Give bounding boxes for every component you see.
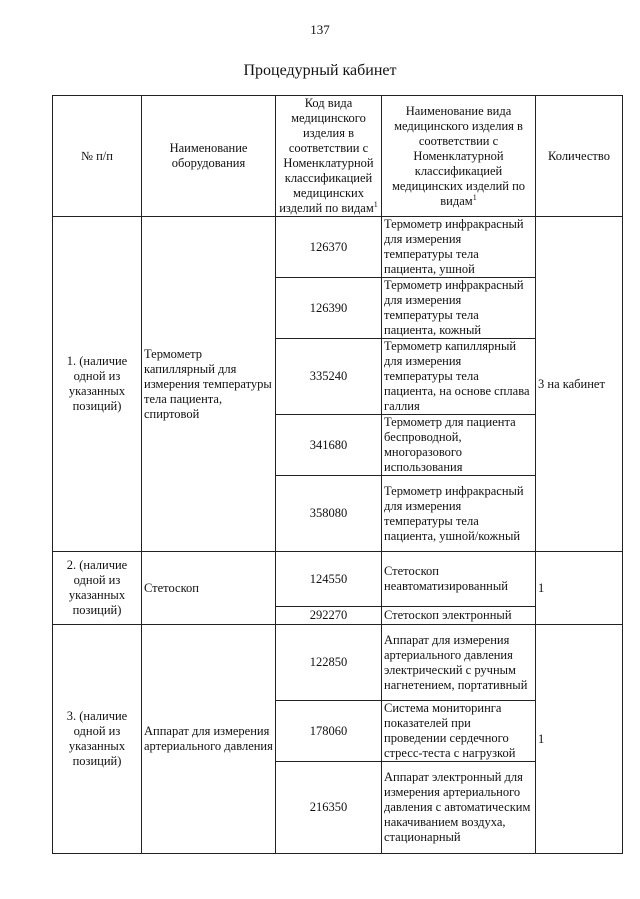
page-number: 137: [310, 22, 330, 37]
device-class-name: Термометр инфракрасный для измерения температуры тела пациента, ушной: [382, 217, 536, 278]
device-code: 126370: [276, 217, 382, 278]
quantity: 1: [536, 625, 623, 854]
device-class-name: Система мониторинга показателей при проведении сердечного стресс-теста с нагрузкой: [382, 701, 536, 762]
device-code: 216350: [276, 762, 382, 854]
page-title: Процедурный кабинет: [243, 62, 397, 79]
table-row: [53, 217, 623, 278]
table-row: [53, 552, 623, 607]
device-class-name: Стетоскоп неавтоматизированный: [382, 552, 536, 607]
device-class-name: Термометр капиллярный для измерения температуры тела пациента, на основе сплава галлия: [382, 339, 536, 415]
device-code: 124550: [276, 552, 382, 607]
header-num: № п/п: [53, 96, 142, 217]
group-number: 3. (наличие одной из указанных позиций): [53, 625, 142, 854]
quantity: 1: [536, 552, 623, 625]
device-code: 335240: [276, 339, 382, 415]
group-number: 2. (наличие одной из указанных позиций): [53, 552, 142, 625]
device-class-name: Термометр для пациента беспроводной, многоразового использования: [382, 415, 536, 476]
device-code: 358080: [276, 476, 382, 552]
header-class-name: Наименование вида медицинского изделия в соответствии с Номенклатурной классификацией медицинских изделий по видам$^1$: [382, 96, 536, 217]
header-code: Код вида медицинского изделия в соответствии с Номенклатурной классификацией медицинских изделий по видам$^1$: [276, 96, 382, 217]
device-class-name: Термометр инфракрасный для измерения температуры тела пациента, кожный: [382, 278, 536, 339]
footnote-mark: 1: [373, 199, 378, 209]
header-equipment: Наименование оборудования: [142, 96, 276, 217]
device-class-name: Термометр инфракрасный для измерения температуры тела пациента, ушной/кожный: [382, 476, 536, 552]
device-code: 292270: [276, 607, 382, 625]
header-row: [53, 96, 623, 217]
header-quantity: Количество: [536, 96, 623, 217]
equipment-name: Стетоскоп: [142, 552, 276, 625]
device-code: 126390: [276, 278, 382, 339]
equipment-name: Термометр капиллярный для измерения температуры тела пациента, спиртовой: [142, 217, 276, 552]
equipment-table: [52, 95, 623, 854]
quantity: 3 на кабинет: [536, 217, 623, 552]
table-row: [53, 625, 623, 701]
group-number: 1. (наличие одной из указанных позиций): [53, 217, 142, 552]
device-code: 341680: [276, 415, 382, 476]
device-code: 122850: [276, 625, 382, 701]
device-class-name: Аппарат для измерения артериального давления электрический с ручным нагнетением, портативный: [382, 625, 536, 701]
device-class-name: Аппарат электронный для измерения артериального давления с автоматическим накачиванием воздуха, стационарный: [382, 762, 536, 854]
device-class-name: Стетоскоп электронный: [382, 607, 536, 625]
device-code: 178060: [276, 701, 382, 762]
footnote-mark: 1: [472, 192, 477, 202]
equipment-name: Аппарат для измерения артериального давления: [142, 625, 276, 854]
